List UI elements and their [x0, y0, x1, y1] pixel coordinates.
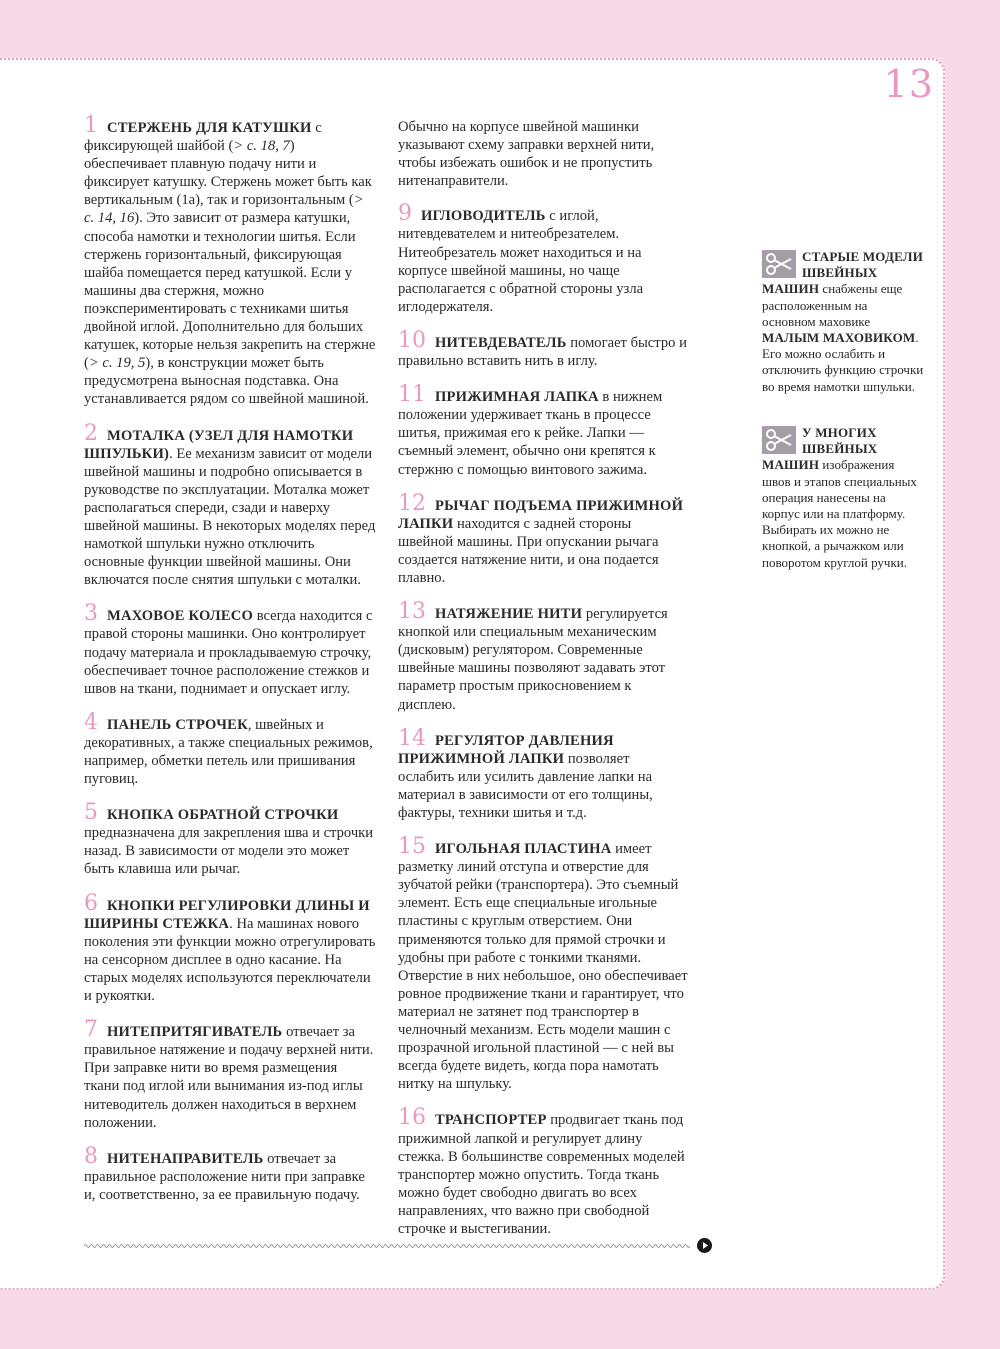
scissors-icon — [762, 426, 796, 454]
left-column — [84, 113, 376, 1221]
item-term: ТРАНСПОРТЕР — [435, 1112, 547, 1129]
item-term: МАХОВОЕ КОЛЕСО — [107, 608, 254, 625]
item-text: регулируется кнопкой или специальным механическим (дисковым) регулятором. Современные швейные машины позволяют задавать этот параметр простым прикосновением к дисплею. — [398, 606, 668, 713]
item-term: НИТЕПРИТЯГИВАТЕЛЬ — [107, 1024, 283, 1041]
item-term: ИГЛОВОДИТЕЛЬ — [421, 208, 546, 225]
item-text: ) обеспечивает плавную подачу нити и фиксирует катушку. Стержень может быть как вертикальным (1а), так и горизонтальным ( — [84, 138, 372, 209]
list-item — [84, 1017, 376, 1132]
item-term: ИГОЛЬНАЯ ПЛАСТИНА — [435, 841, 612, 858]
page-reference: > с. 19, 5 — [88, 355, 146, 372]
item-text: в нижнем положении удерживает ткань в процессе шитья, прижимая его к рейке. Лапки — съемный элемент, обычно они крепятся к стержню с помощью винтового зажима. — [398, 389, 663, 478]
item-number: 7 — [84, 1017, 98, 1043]
list-item — [398, 599, 688, 714]
item-text: . На машинах нового поколения эти функции можно отрегулировать на сенсорном дисплее в одно касание. На старых моделях используются переключатели и рукоятки. — [84, 915, 376, 1005]
side-note — [762, 425, 924, 571]
item-text: помогает быстро и правильно вставить нить в иглу. — [398, 334, 687, 370]
note-text: . Его можно ослабить и отключить функцию строчки во время намотки шпульки. — [762, 330, 924, 394]
list-item — [398, 327, 688, 370]
item-number: 2 — [84, 420, 98, 446]
continued-text: Обычно на корпусе швейной машинки указывают схему заправки верхней нити, чтобы избежать ошибок и не пропустить нитенаправители. — [398, 119, 655, 190]
item-term: РЕГУЛЯТОР ДАВЛЕНИЯ ПРИЖИМНОЙ ЛАПКИ — [398, 732, 614, 767]
list-item — [84, 890, 376, 1006]
note-text: снабжены еще расположенным на основном маховике — [762, 281, 903, 329]
item-term: СТЕРЖЕНЬ ДЛЯ КАТУШКИ — [107, 120, 312, 136]
item-term: МОТАЛКА (УЗЕЛ ДЛЯ НАМОТКИ ШПУЛЬКИ) — [84, 427, 354, 462]
note-term: СТАРЫЕ МОДЕЛИ ШВЕЙНЫХ МАШИН — [762, 249, 924, 297]
note-term: МАЛЫМ МАХОВИКОМ — [762, 330, 916, 346]
item-term: НИТЕНАПРАВИТЕЛЬ — [107, 1150, 264, 1167]
item-number: 5 — [84, 800, 98, 826]
list-item — [398, 1105, 688, 1238]
list-item — [398, 490, 688, 587]
list-item — [84, 1143, 376, 1204]
item-text: отвечает за правильное натяжение и подачу верхней нити. При заправке нити во время размещения ткани под иглой или вынимания из-под иглы нитеводитель должен находиться в верхнем положении. — [84, 1024, 374, 1131]
item-term: НАТЯЖЕНИЕ НИТИ — [435, 606, 583, 623]
item-text: . Ее механизм зависит от модели швейной машины и подробно описывается в руководстве по эксплуатации. Моталка может располагаться спереди, сзади и наверху швейной машины. В некоторых моделях перед намоткой шпульки нужно отключить основные функции швейной машины. Они включатся после снятия шпульки с моталки. — [84, 445, 376, 589]
item-term: НИТЕВДЕВАТЕЛЬ — [435, 334, 567, 351]
list-item — [84, 420, 376, 590]
item-number: 10 — [398, 327, 426, 353]
item-text: ), в конструкции может быть предусмотрена выносная подставка. Она устанавливается рядом со швейной машиной. — [84, 355, 369, 408]
item-number: 4 — [84, 709, 98, 735]
list-item — [84, 113, 376, 409]
note-term: У МНОГИХ ШВЕЙНЫХ МАШИН — [762, 425, 878, 473]
item-text: , швейных и декоративных, а также специальных режимов, например, обметки петель или пришивания пуговиц. — [84, 716, 373, 788]
item-term: ПАНЕЛЬ СТРОЧЕК — [107, 716, 248, 733]
item-number: 13 — [398, 599, 426, 625]
item-text: с фиксирующей шайбой ( — [84, 120, 322, 155]
item-term: РЫЧАГ ПОДЪЕМА ПРИЖИМНОЙ ЛАПКИ — [398, 497, 684, 532]
list-item — [84, 709, 376, 788]
list-item — [84, 601, 376, 697]
item-text: находится с задней стороны швейной машины. При опускании рычага создается натяжение нити, и она подается плавно. — [398, 515, 659, 586]
list-item — [398, 382, 688, 478]
page-reference: > с. 14, 16 — [84, 192, 364, 227]
item-number: 9 — [398, 201, 412, 227]
wavy-divider — [84, 1240, 690, 1252]
item-number: 11 — [398, 382, 426, 408]
note-text: изображения швов и этапов специальных операция нанесены на корпус или на платформу. Выбирать их можно не кнопкой, а рычажком или поворотом круглой ручки. — [762, 457, 917, 570]
item-number: 3 — [84, 601, 98, 627]
item-number: 15 — [398, 834, 426, 860]
item-text: предназначена для закрепления шва и строчки назад. В зависимости от модели это может быть клавиша или рычаг. — [84, 825, 374, 878]
item-text: позволяет ослабить или усилить давление лапки на материал в зависимости от его толщины, фактуры, техники шитья и т.д. — [398, 750, 653, 821]
page-number: 13 — [883, 62, 934, 106]
item-text: с иглой, нитевдевателем и нитеобрезателем. Нитеобрезатель может находиться и на корпусе швейной машины, но чаще располагается с обратной стороны узла иглодержателя. — [398, 208, 644, 315]
scissors-icon — [762, 250, 796, 278]
item-text: отвечает за правильное расположение нити при заправке и, соответственно, за ее правильную подачу. — [84, 1150, 365, 1203]
middle-column — [398, 118, 688, 1255]
arrow-right-icon[interactable] — [697, 1238, 712, 1253]
page-reference: > с. 18, 7 — [233, 138, 290, 155]
item-number: 14 — [398, 725, 426, 751]
item-text: всегда находится с правой стороны машинки. Оно контролирует подачу материала и прокладываемую строчку, обеспечивает точное расположение стежков и швов на ткани, поднимает и опускает иглу. — [84, 608, 373, 697]
item-number: 8 — [84, 1143, 98, 1169]
item-term: КНОПКА ОБРАТНОЙ СТРОЧКИ — [107, 807, 339, 824]
item-text: имеет разметку линий отступа и отверстие для зубчатой рейки (транспортера). Это съемный элемент. Есть еще специальные игольные пластины с круглым отверстием. Они применяются только для прямой строчки и удобны при работе с тонкими тканями. Отверстие в них небольшое, оно обеспечивает ровное продвижение ткани и гарантирует, что материал не затянет под транспортер в челночный механизм. Есть модели машин с прозрачной игольной пластиной — с ней вы всегда будете видеть, когда пора намотать нитку на шпульку. — [398, 841, 688, 1093]
list-item — [398, 725, 688, 822]
item-number: 1 — [84, 113, 98, 138]
side-note — [762, 249, 924, 395]
item-number: 16 — [398, 1105, 426, 1131]
item-text: ). Это зависит от размера катушки, способа намотки и технологии шитья. Если стержень горизонтальный, фиксирующая шайба помещается перед катушкой. Если у машины два стержня, можно поэкспериментировать с техниками шитья двойной иглой. Дополнительно для больших катушек, которые нельзя закрепить на стержне ( — [84, 210, 376, 372]
item-term: КНОПКИ РЕГУЛИРОВКИ ДЛИНЫ И ШИРИНЫ СТЕЖКА — [84, 897, 370, 932]
list-item — [398, 201, 688, 316]
item-term: ПРИЖИМНАЯ ЛАПКА — [435, 389, 599, 406]
list-item — [84, 800, 376, 878]
item-text: продвигает ткань под прижимной лапкой и регулирует длину стежка. В большинстве современных моделей транспортер можно опустить. Тогда ткань можно будет свободно двигать во всех направлениях, что важно при свободной строчке и выстегивании. — [398, 1112, 685, 1237]
list-item — [398, 834, 688, 1093]
item-number: 6 — [84, 890, 98, 916]
item-number: 12 — [398, 490, 426, 516]
